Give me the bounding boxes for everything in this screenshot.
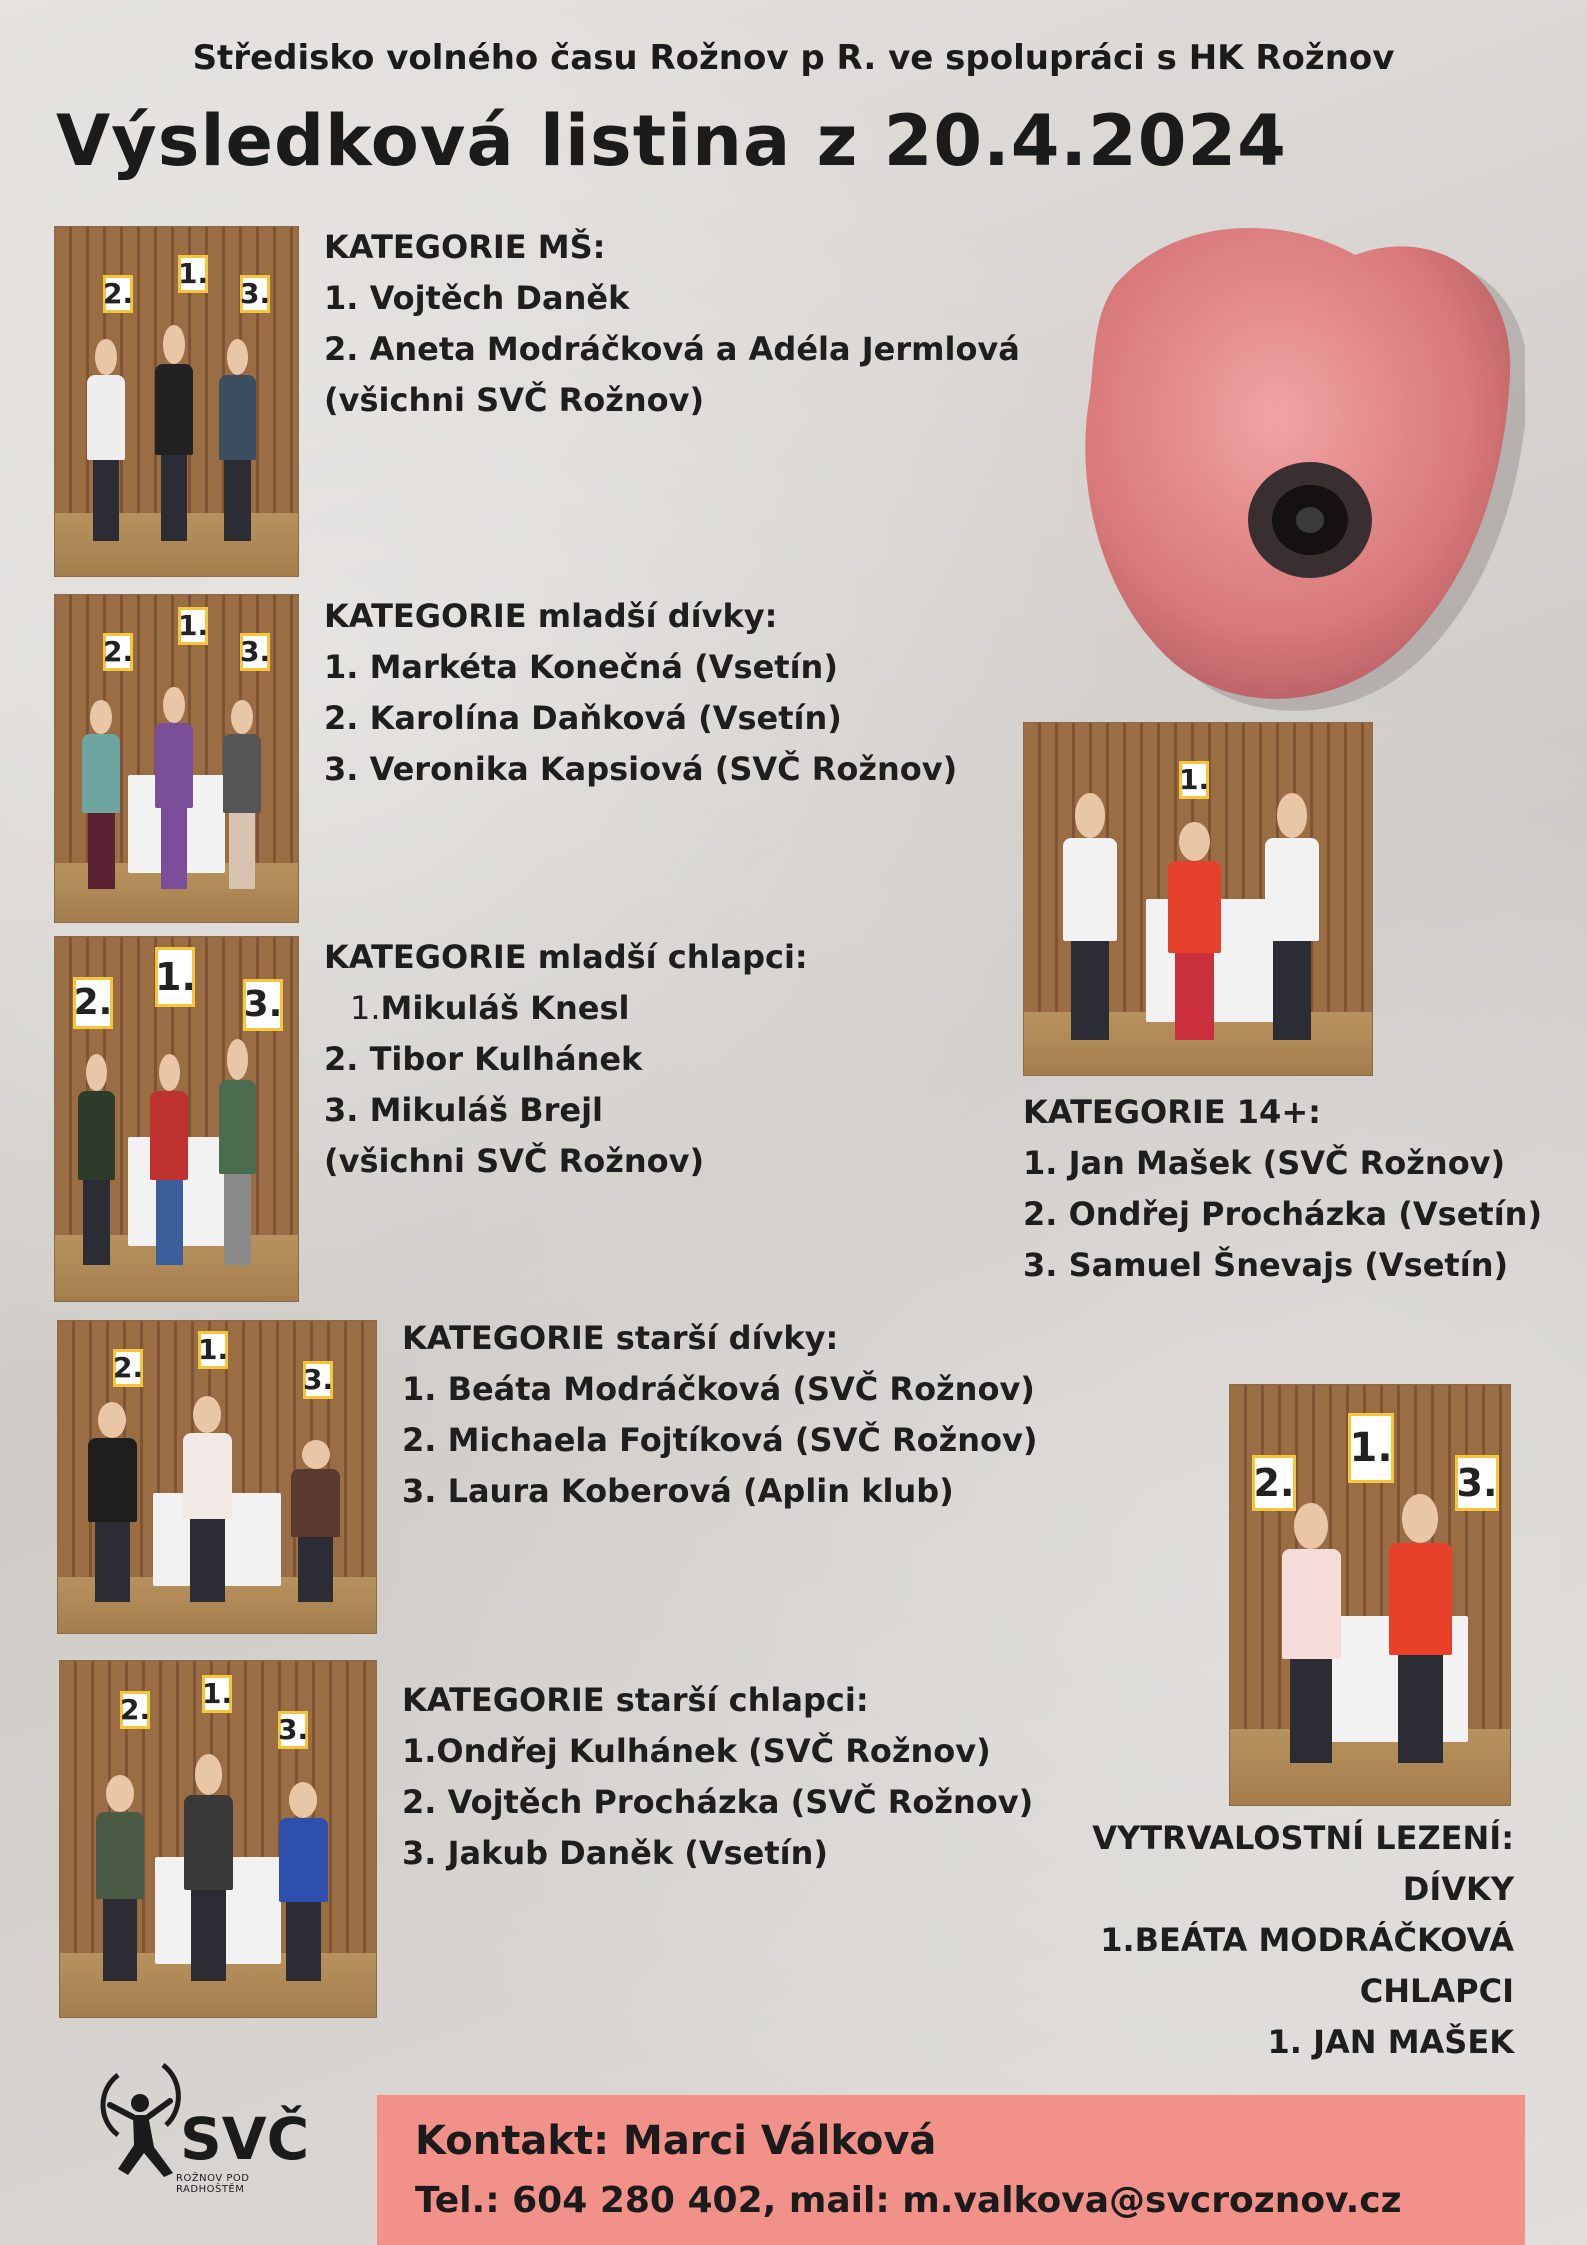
place-3-card: 3.	[278, 1711, 308, 1749]
result-line: 2. Tibor Kulhánek	[324, 1040, 643, 1078]
child-figure	[85, 1775, 155, 1981]
svc-logo	[88, 2055, 318, 2195]
result-line: 3. Jakub Daněk (Vsetín)	[402, 1834, 829, 1872]
place-2-card: 2.	[120, 1691, 150, 1729]
result-line: 1. Beáta Modráčková (SVČ Rožnov)	[402, 1370, 1035, 1408]
child-figure	[142, 1054, 195, 1265]
result-line	[324, 983, 808, 1034]
contact-name: Kontakt: Marci Válková	[415, 2118, 937, 2164]
logo-subtext: ROŽNOV POD RADHOŠTĚM	[176, 2173, 250, 2195]
child-figure	[1376, 1494, 1466, 1763]
child-figure	[1156, 822, 1233, 1040]
place-1-card: 1.	[155, 947, 195, 1007]
result-line: 3. Samuel Šnevajs (Vsetín)	[1023, 1246, 1509, 1284]
child-figure	[74, 700, 127, 890]
place-1-card: 1.	[1348, 1413, 1394, 1483]
place-2-card: 2.	[73, 977, 113, 1029]
child-figure	[147, 687, 200, 890]
result-line: (všichni SVČ Rožnov)	[324, 1142, 705, 1180]
place-3-card: 3.	[240, 633, 270, 671]
child-figure	[172, 1396, 242, 1602]
climbing-hold-illustration	[1055, 215, 1525, 725]
child-figure	[1052, 793, 1129, 1039]
organizer-subtitle: Středisko volného času Rožnov p R. ve spolupráci s HK Rožnov	[192, 38, 1395, 78]
photo-kategorie-mladsi-divky	[54, 594, 299, 923]
place-2-card: 2.	[103, 633, 133, 671]
logo-text: SVČ	[180, 2105, 310, 2173]
result-line: 2. Ondřej Procházka (Vsetín)	[1023, 1195, 1543, 1233]
list-name: Mikuláš Knesl	[380, 989, 630, 1027]
place-3-card: 3.	[240, 275, 270, 313]
result-line: 1.BEÁTA MODRÁČKOVÁ	[1100, 1921, 1514, 1959]
child-figure	[1254, 793, 1331, 1039]
photo-kategorie-starsi-divky	[57, 1320, 377, 1634]
category-starsi-divky	[402, 1313, 1037, 1517]
category-heading: KATEGORIE mladší dívky:	[324, 597, 778, 635]
result-line: 1.Ondřej Kulhánek (SVČ Rožnov)	[402, 1732, 991, 1770]
photo-kategorie-14plus	[1023, 722, 1373, 1076]
child-figure	[70, 1054, 123, 1265]
category-heading: KATEGORIE MŠ:	[324, 228, 606, 266]
result-line: 1. Vojtěch Daněk	[324, 279, 630, 317]
category-heading: KATEGORIE mladší chlapci:	[324, 938, 808, 976]
category-mladsi-divky	[324, 591, 957, 795]
category-mladsi-chlapci	[324, 932, 808, 1187]
place-2-card: 2.	[113, 1349, 143, 1387]
place-3-card: 3.	[243, 979, 283, 1031]
result-line: 2. Karolína Daňková (Vsetín)	[324, 699, 842, 737]
child-figure	[211, 339, 264, 541]
child-figure	[79, 339, 132, 541]
child-figure	[174, 1754, 244, 1982]
photo-vytrvalostni-lezeni	[1229, 1384, 1511, 1806]
category-heading: KATEGORIE 14+:	[1023, 1093, 1321, 1131]
child-figure	[215, 700, 268, 890]
result-line: CHLAPCI	[1359, 1972, 1514, 2010]
result-line: 2. Aneta Modráčková a Adéla Jermlová	[324, 330, 1020, 368]
place-3-card: 3.	[303, 1361, 333, 1399]
category-starsi-chlapci	[402, 1675, 1033, 1879]
child-figure	[281, 1440, 351, 1602]
child-figure	[269, 1782, 339, 1981]
child-figure	[77, 1402, 147, 1602]
photo-kategorie-ms	[54, 226, 299, 577]
place-1-card: 1.	[178, 607, 208, 645]
place-3-card: 3.	[1455, 1455, 1499, 1511]
result-line: 1. Markéta Konečná (Vsetín)	[324, 648, 838, 686]
result-line: 1. JAN MAŠEK	[1267, 2023, 1514, 2061]
page-title: Výsledková listina z 20.4.2024	[56, 100, 1287, 182]
category-14plus	[1023, 1087, 1542, 1291]
place-1-card: 1.	[202, 1675, 232, 1713]
child-figure	[1269, 1503, 1353, 1763]
result-line: 3. Mikuláš Brejl	[324, 1091, 603, 1129]
result-line: 3. Veronika Kapsiová (SVČ Rožnov)	[324, 750, 958, 788]
category-ms	[324, 222, 1020, 426]
result-line: 3. Laura Koberová (Aplin klub)	[402, 1472, 954, 1510]
place-1-card: 1.	[1179, 761, 1209, 799]
category-vytrvalostni-lezeni	[1092, 1813, 1514, 2068]
photo-kategorie-starsi-chlapci	[59, 1660, 377, 2018]
child-figure	[211, 1039, 264, 1265]
category-heading: KATEGORIE starší dívky:	[402, 1319, 839, 1357]
child-figure	[147, 325, 200, 541]
list-number: 1.	[350, 989, 381, 1027]
result-line: 2. Michaela Fojtíková (SVČ Rožnov)	[402, 1421, 1038, 1459]
result-line: 2. Vojtěch Procházka (SVČ Rožnov)	[402, 1783, 1034, 1821]
contact-info: Tel.: 604 280 402, mail: m.valkova@svcroznov.cz	[415, 2180, 1402, 2221]
category-heading: VYTRVALOSTNÍ LEZENÍ:	[1092, 1819, 1514, 1857]
place-1-card: 1.	[198, 1331, 228, 1369]
category-heading: KATEGORIE starší chlapci:	[402, 1681, 869, 1719]
result-line: 1. Jan Mašek (SVČ Rožnov)	[1023, 1144, 1506, 1182]
result-line: DÍVKY	[1402, 1870, 1514, 1908]
place-2-card: 2.	[1252, 1455, 1296, 1511]
photo-kategorie-mladsi-chlapci	[54, 936, 299, 1302]
place-2-card: 2.	[103, 275, 133, 313]
place-1-card: 1.	[178, 255, 208, 293]
result-line: (všichni SVČ Rožnov)	[324, 381, 705, 419]
